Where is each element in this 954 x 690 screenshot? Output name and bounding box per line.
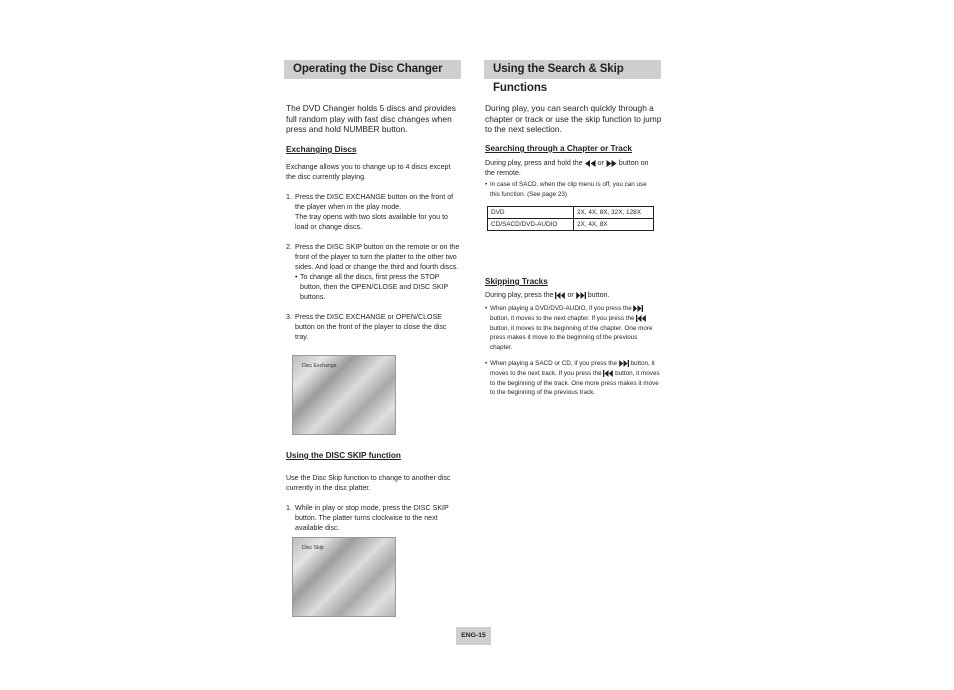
disc-skip-image	[292, 537, 396, 617]
skip-forward-icon	[619, 360, 629, 367]
search-note: • In case of SACD, when the clip menu is off, you can use this function. (See page 23)	[485, 181, 647, 198]
table-row: CD/SACD/DVD-AUDIO 2X, 4X, 8X	[488, 219, 654, 231]
rewind-icon	[585, 160, 596, 167]
skip-back-icon	[636, 315, 646, 322]
fast-forward-icon	[606, 160, 617, 167]
disc-skip-steps	[286, 503, 460, 533]
skip-forward-icon	[633, 305, 643, 312]
right-section-title: Using the Search & Skip Functions	[493, 63, 624, 94]
skip-bullet-cd: • When playing a SACD or CD, if you press the button, it moves to the next track. If you press the button, it moves to the beginning of the track. One more press makes it move to the beginning of the previous track.	[485, 360, 660, 397]
left-intro: The DVD Changer holds 5 discs and provides full random play with fast disc changes when press and hold NUMBER button.	[286, 103, 456, 135]
left-section-header	[284, 60, 461, 79]
skip-back-icon	[555, 292, 565, 299]
search-speed-table	[487, 206, 654, 231]
disc-exchange-image	[292, 355, 396, 435]
skipping-heading: Skipping Tracks	[485, 277, 548, 286]
disc-skip-step-1: 1. While in play or stop mode, press the DISC SKIP button. The platter turns clockwise to the next available disc.	[286, 504, 449, 532]
skip-back-icon	[603, 370, 613, 377]
skip-bullet-dvd: • When playing a DVD/DVD-AUDIO, if you press the button, it moves to the next chapter. If you press the button, it moves to the beginning of the chapter. One more press makes it move to the beginning of the previous chapter.	[485, 305, 653, 352]
exchanging-step-1: 1. Press the DISC EXCHANGE button on the front of the player when in the play mode. The tray opens with two slots available for you to load or change discs.	[286, 193, 454, 231]
page-number: ENG-15	[456, 627, 491, 645]
exchanging-desc: Exchange allows you to change up to 4 discs except the disc currently playing.	[286, 163, 451, 181]
exchanging-step-2: 2. Press the DISC SKIP button on the remote or on the front of the player to turn the platter to the other two sides. And load or change the third and fourth discs. • To change all the discs, first press the STOP button, then the OPEN/CLOSE and DISC SKIP buttons.	[286, 243, 460, 301]
left-section-title: Operating the Disc Changer	[293, 63, 443, 75]
exchanging-steps	[286, 192, 460, 342]
skip-forward-icon	[576, 292, 586, 299]
right-section-header	[484, 60, 661, 94]
exchanging-step-3: 3. Press the DISC EXCHANGE or OPEN/CLOSE button on the front of the player to close the disc tray.	[286, 313, 447, 341]
search-heading: Searching through a Chapter or Track	[485, 144, 632, 153]
search-line: During play, press and hold the or button on the remote.	[485, 159, 649, 177]
right-intro: During play, you can search quickly through a chapter or track or use the skip function to jump to the next selection.	[485, 103, 662, 135]
disc-skip-heading: Using the DISC SKIP function	[286, 451, 401, 460]
exchanging-heading: Exchanging Discs	[286, 145, 357, 154]
disc-skip-caption: Disc Skip	[302, 545, 324, 551]
disc-skip-desc: Use the Disc Skip function to change to another disc currently in the disc platter.	[286, 474, 451, 492]
step-2-bullet: • To change all the discs, first press the STOP button, then the OPEN/CLOSE and DISC SKIP buttons.	[295, 273, 449, 301]
disc-exchange-caption: Disc Exchange	[302, 363, 337, 369]
skipping-line: During play, press the or button.	[485, 291, 610, 299]
table-row: DVD 2X, 4X, 8X, 32X, 128X	[488, 207, 654, 219]
